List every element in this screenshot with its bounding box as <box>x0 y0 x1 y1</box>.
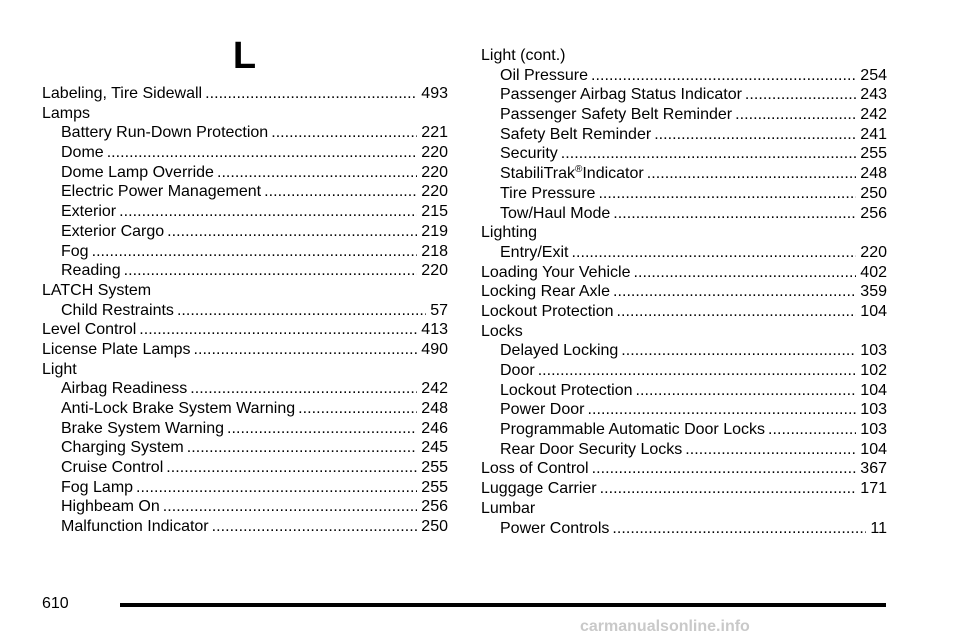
registered-mark: ® <box>574 164 583 176</box>
index-entry-page: 220 <box>421 262 448 280</box>
dot-leader <box>600 479 857 499</box>
dot-leader <box>139 320 417 340</box>
index-entry <box>481 184 887 204</box>
index-entry-label: Rear Door Security Locks <box>500 440 683 458</box>
index-entry-label: Cruise Control <box>61 459 164 477</box>
index-entry <box>42 202 448 222</box>
index-heading <box>481 322 887 342</box>
dot-leader <box>598 184 856 204</box>
index-entry <box>481 381 887 401</box>
index-entry <box>481 164 887 184</box>
dot-leader <box>217 163 417 183</box>
index-entry <box>481 479 887 499</box>
footer-rule <box>120 603 886 607</box>
index-entry <box>481 361 887 381</box>
index-entry-label: Safety Belt Reminder <box>500 125 652 143</box>
index-heading <box>481 223 887 243</box>
dot-leader <box>212 517 418 537</box>
index-entry-page: 57 <box>430 301 448 319</box>
index-column-right <box>481 46 887 538</box>
index-entry-page: 220 <box>421 144 448 162</box>
index-entry <box>481 420 887 440</box>
index-entry-label: Light (cont.) <box>481 47 566 64</box>
index-entry-label: Electric Power Management <box>61 183 262 201</box>
dot-leader <box>227 419 417 439</box>
dot-leader <box>685 440 856 460</box>
index-entry-label: Oil Pressure <box>500 66 589 84</box>
index-entry-page: 243 <box>860 86 887 104</box>
index-entry <box>42 261 448 281</box>
dot-leader <box>745 85 856 105</box>
index-entry-page: 221 <box>421 124 448 142</box>
dot-leader <box>167 222 417 242</box>
page-number: 610 <box>42 595 69 612</box>
index-entry-page: 219 <box>421 222 448 240</box>
index-entry <box>42 399 448 419</box>
dot-leader <box>190 379 417 399</box>
index-entry-page: 359 <box>860 283 887 301</box>
index-entry-page: 104 <box>860 302 887 320</box>
dot-leader <box>735 105 856 125</box>
index-entry-page: 493 <box>421 85 448 102</box>
index-entry-label: Highbeam On <box>61 498 160 516</box>
index-entry <box>481 243 887 263</box>
index-entry <box>42 84 448 104</box>
index-entry <box>481 519 887 539</box>
index-entry-label: Door <box>500 362 535 379</box>
index-entry-page: 246 <box>421 419 448 437</box>
dot-leader <box>591 66 856 86</box>
dot-leader <box>205 84 417 104</box>
dot-leader <box>107 143 418 163</box>
index-entry-label: Reading <box>61 262 121 280</box>
index-entry <box>481 105 887 125</box>
index-entry-page: 254 <box>860 66 887 84</box>
dot-leader <box>119 202 417 222</box>
index-entry-label: Tow/Haul Mode <box>500 204 611 222</box>
index-entry <box>42 438 448 458</box>
index-entry <box>42 340 448 360</box>
dot-leader <box>271 123 417 143</box>
index-entry-label: Fog <box>61 242 89 260</box>
index-entry-label: Child Restraints <box>61 301 174 319</box>
dot-leader <box>633 263 856 283</box>
index-entry-page: 218 <box>421 242 448 260</box>
index-entry-page: 402 <box>860 263 887 281</box>
index-entry-page: 256 <box>421 498 448 516</box>
index-entry <box>42 419 448 439</box>
index-entry-label: Exterior Cargo <box>61 222 165 240</box>
dot-leader <box>613 282 856 302</box>
index-entry-label: LATCH System <box>42 281 152 299</box>
dot-leader <box>166 458 417 478</box>
index-entry-label: Dome <box>61 144 104 162</box>
index-entry-page: 220 <box>421 163 448 181</box>
index-entry <box>481 204 887 224</box>
index-entry <box>42 517 448 537</box>
index-entry-label: Loading Your Vehicle <box>481 263 631 281</box>
index-entry <box>481 302 887 322</box>
dot-leader <box>194 340 418 360</box>
index-entry-label: Programmable Automatic Door Locks <box>500 421 765 439</box>
index-column-left <box>42 84 448 537</box>
index-entry <box>481 144 887 164</box>
index-entry-page: 242 <box>860 106 887 124</box>
index-entry-label: Lockout Protection <box>481 302 614 320</box>
index-entry-page: 103 <box>860 421 887 439</box>
index-entry-label: Security <box>500 145 558 163</box>
index-entry <box>481 440 887 460</box>
index-entry-page: 248 <box>421 400 448 417</box>
index-entry-label: Charging System <box>61 439 184 457</box>
watermark-text: carmanualsonline.info <box>580 618 750 635</box>
dot-leader <box>654 125 856 145</box>
dot-leader <box>768 420 856 440</box>
index-entry-label: Lighting <box>481 224 538 242</box>
index-entry-page: 171 <box>860 480 887 498</box>
index-entry <box>42 320 448 340</box>
index-entry <box>481 282 887 302</box>
index-entry-label: Tire Pressure <box>500 184 596 202</box>
index-entry-page: 103 <box>860 401 887 419</box>
index-entry-label: Brake System Warning <box>61 419 225 437</box>
index-entry-label: Delayed Locking <box>500 342 619 360</box>
index-entry <box>42 143 448 163</box>
index-entry-page: 103 <box>860 342 887 360</box>
index-entry-page: 245 <box>421 439 448 457</box>
index-entry-label: Passenger Airbag Status Indicator <box>500 86 742 104</box>
index-entry-label: Entry/Exit <box>500 243 569 261</box>
index-heading <box>481 499 887 519</box>
index-entry-label: Lockout Protection <box>500 381 633 399</box>
dot-leader <box>647 164 857 184</box>
index-entry-label: Light <box>42 360 77 378</box>
index-entry-page: 413 <box>421 321 448 339</box>
index-entry-label: License Plate Lamps <box>42 340 191 358</box>
index-entry-label: Anti-Lock Brake System Warning <box>61 400 296 417</box>
index-entry <box>42 222 448 242</box>
index-entry <box>42 163 448 183</box>
index-entry-label: Lumbar <box>481 499 536 517</box>
index-entry-page: 241 <box>860 125 887 143</box>
index-entry <box>481 85 887 105</box>
index-entry-page: 256 <box>860 204 887 222</box>
index-entry <box>481 459 887 479</box>
index-entry-label: Fog Lamp <box>61 478 134 496</box>
index-entry-label: Dome Lamp Override <box>61 163 214 181</box>
dot-leader <box>124 261 418 281</box>
dot-leader <box>538 361 857 381</box>
index-entry <box>42 478 448 498</box>
index-heading <box>42 104 448 124</box>
section-letter: L <box>232 35 257 77</box>
dot-leader <box>264 182 417 202</box>
index-entry-page: 102 <box>860 362 887 379</box>
index-entry-label: Labeling, Tire Sidewall <box>42 85 203 102</box>
index-entry-label: Power Controls <box>500 519 610 537</box>
index-heading <box>42 360 448 380</box>
index-entry-page: 250 <box>860 184 887 202</box>
dot-leader <box>298 399 417 419</box>
dot-leader <box>561 144 857 164</box>
dot-leader <box>592 459 857 479</box>
index-entry-page: 490 <box>421 340 448 358</box>
index-entry-label: Loss of Control <box>481 460 589 478</box>
index-entry-page: 255 <box>421 478 448 496</box>
dot-leader <box>136 478 417 498</box>
index-entry-page: 367 <box>860 460 887 478</box>
dot-leader <box>612 519 866 539</box>
dot-leader <box>163 497 418 517</box>
dot-leader <box>636 381 857 401</box>
dot-leader <box>587 400 856 420</box>
index-entry-page: 11 <box>870 519 887 537</box>
index-entry-page: 255 <box>860 145 887 163</box>
dot-leader <box>92 242 418 262</box>
index-entry-page: 248 <box>860 165 887 183</box>
index-entry-label: Locks <box>481 322 523 340</box>
index-heading <box>481 46 887 66</box>
index-entry-label: Power Door <box>500 401 585 419</box>
index-entry-label: Passenger Safety Belt Reminder <box>500 106 733 124</box>
dot-leader <box>187 438 418 458</box>
index-heading <box>42 281 448 301</box>
index-entry-page: 104 <box>860 440 887 458</box>
index-entry <box>42 458 448 478</box>
dot-leader <box>617 302 857 322</box>
index-entry <box>42 182 448 202</box>
index-entry-label: StabiliTrak®Indicator <box>500 164 644 183</box>
index-entry-label: Lamps <box>42 104 91 122</box>
index-entry <box>481 400 887 420</box>
index-entry-label: Exterior <box>61 203 117 221</box>
index-entry-page: 242 <box>421 380 448 398</box>
index-entry <box>481 341 887 361</box>
index-entry-label: Airbag Readiness <box>61 380 188 398</box>
index-entry-page: 255 <box>421 459 448 477</box>
index-entry <box>42 497 448 517</box>
index-entry-page: 104 <box>860 381 887 399</box>
index-entry-page: 215 <box>421 203 448 221</box>
index-entry-page: 220 <box>421 183 448 201</box>
index-entry-page: 220 <box>860 243 887 261</box>
dot-leader <box>177 301 426 321</box>
dot-leader <box>621 341 856 361</box>
index-entry <box>481 125 887 145</box>
index-entry <box>481 263 887 283</box>
index-entry <box>42 301 448 321</box>
index-entry-label: Level Control <box>42 321 137 339</box>
index-entry-label: Luggage Carrier <box>481 480 597 498</box>
index-entry <box>42 379 448 399</box>
index-entry <box>42 242 448 262</box>
index-entry <box>481 66 887 86</box>
dot-leader <box>571 243 856 263</box>
index-entry <box>42 123 448 143</box>
dot-leader <box>613 204 856 224</box>
index-entry-page: 250 <box>421 518 448 536</box>
index-entry-label: Locking Rear Axle <box>481 283 610 301</box>
index-entry-label: Battery Run-Down Protection <box>61 124 269 142</box>
index-entry-label: Malfunction Indicator <box>61 518 209 536</box>
